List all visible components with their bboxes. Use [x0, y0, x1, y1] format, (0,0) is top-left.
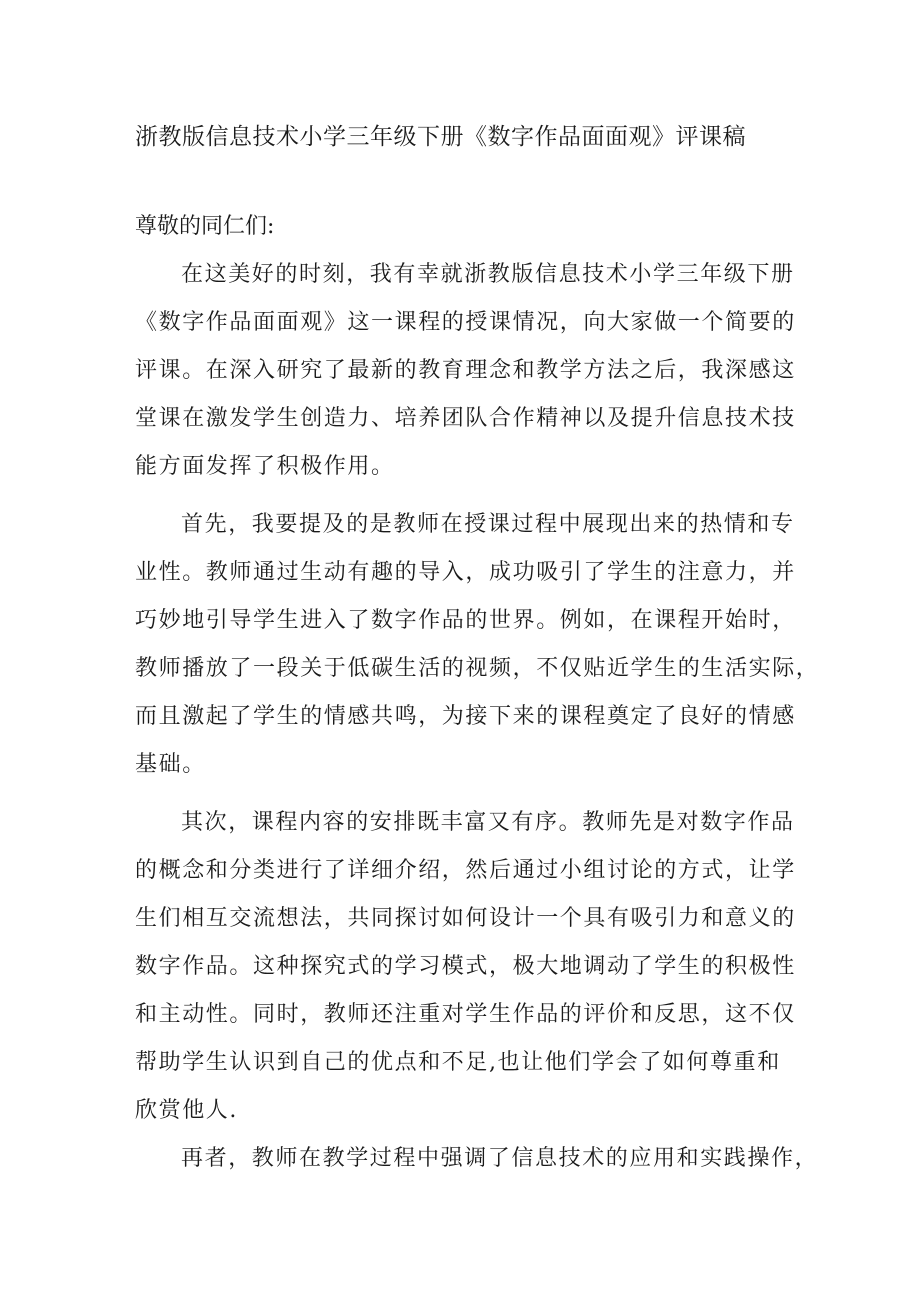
paragraph-3-line: 生们相互交流想法，共同探讨如何设计一个具有吸引力和意义的 — [135, 906, 796, 931]
paragraph-3-line: 帮助学生认识到自己的优点和不足,也让他们学会了如何尊重和 — [135, 1050, 781, 1075]
paragraph-2-line: 教师播放了一段关于低碳生活的视频，不仅贴近学生的生活实际， — [135, 656, 820, 681]
paragraph-3-line: 其次，课程内容的安排既丰富又有序。教师先是对数字作品 — [181, 810, 795, 835]
paragraph-1-line: 堂课在激发学生创造力、培养团队合作精神以及提升信息技术技 — [135, 406, 796, 431]
paragraph-3-line: 的概念和分类进行了详细介绍，然后通过小组讨论的方式，让学 — [135, 858, 796, 883]
paragraph-2-line: 而且激起了学生的情感共鸣，为接下来的课程奠定了良好的情感 — [135, 704, 796, 729]
paragraph-2-line: 首先，我要提及的是教师在授课过程中展现出来的热情和专 — [181, 512, 795, 537]
paragraph-3-line: 和主动性。同时，教师还注重对学生作品的评价和反思，这不仅 — [135, 1002, 796, 1027]
paragraph-2-line: 巧妙地引导学生进入了数字作品的世界。例如，在课程开始时， — [135, 608, 796, 633]
document-title: 浙教版信息技术小学三年级下册《数字作品面面观》评课稿 — [135, 124, 746, 150]
salutation: 尊敬的同仁们: — [135, 214, 275, 239]
paragraph-1-line: 在这美好的时刻，我有幸就浙教版信息技术小学三年级下册 — [181, 262, 795, 287]
paragraph-3-line: 欣赏他人. — [135, 1098, 238, 1123]
paragraph-2-line: 基础。 — [135, 752, 206, 777]
paragraph-3-line: 数字作品。这种探究式的学习模式，极大地调动了学生的积极性 — [135, 954, 796, 979]
paragraph-1-line: 评课。在深入研究了最新的教育理念和教学方法之后，我深感这 — [135, 358, 796, 383]
paragraph-1-line: 能方面发挥了积极作用。 — [135, 454, 395, 479]
paragraph-4-line: 再者，教师在教学过程中强调了信息技术的应用和实践操作， — [181, 1146, 819, 1171]
paragraph-2-line: 业性。教师通过生动有趣的导入，成功吸引了学生的注意力，并 — [135, 560, 796, 585]
paragraph-1-line: 《数字作品面面观》这一课程的授课情况，向大家做一个简要的 — [135, 310, 796, 335]
